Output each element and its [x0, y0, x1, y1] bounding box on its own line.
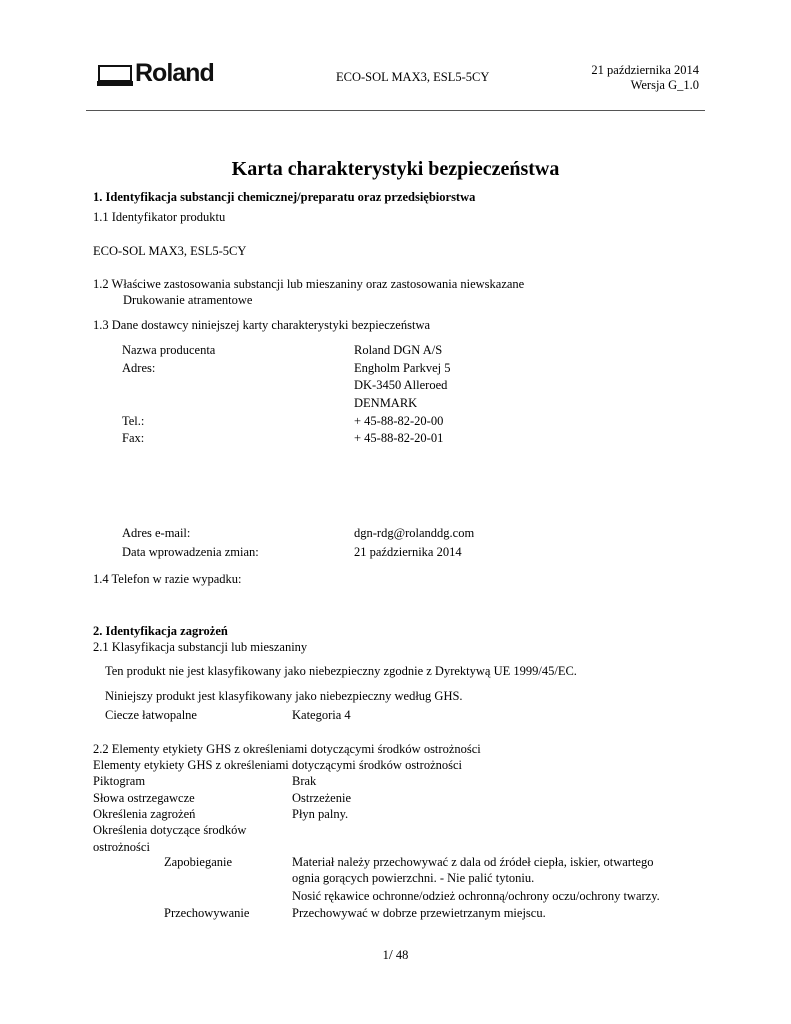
address-label: Adres: — [122, 361, 156, 375]
pictogram-value: Brak — [292, 774, 317, 788]
roland-logo — [98, 59, 230, 89]
pictogram-label: Piktogram — [93, 774, 146, 788]
section2-1-label: 2.1 Klasyfikacja substancji lub mieszaniny — [93, 640, 308, 654]
section1-3-label: 1.3 Dane dostawcy niniejszej karty charakterystyki bezpieczeństwa — [93, 318, 431, 332]
logo-text: Roland — [135, 59, 214, 87]
precaution-label-line2: ostrożności — [93, 840, 150, 854]
prevention-line2: ognia gorących powierzchni. - Nie palić tytoniu. — [292, 871, 535, 885]
address-line3: DENMARK — [354, 396, 418, 410]
signal-word-label: Słowa ostrzegawcze — [93, 791, 195, 805]
classification-eu: Ten produkt nie jest klasyfikowany jako niebezpieczny zgodnie z Dyrektywą UE 1999/45/EC. — [105, 664, 577, 678]
product-use: Drukowanie atramentowe — [123, 293, 253, 307]
storage-value: Przechowywać w dobrze przewietrzanym miejscu. — [292, 906, 546, 920]
prevention-line3: Nosić rękawice ochronne/odzież ochronną/ochrony oczu/ochrony twarzy. — [292, 889, 660, 903]
manufacturer-label: Nazwa producenta — [122, 343, 216, 357]
hazard-value: Płyn palny. — [292, 807, 349, 821]
tel-label: Tel.: — [122, 414, 145, 428]
prevention-label: Zapobieganie — [164, 855, 233, 869]
header-divider — [86, 110, 705, 111]
prevention-line1: Materiał należy przechowywać z dala od źródeł ciepła, iskier, otwartego — [292, 855, 654, 869]
page-number: 1/ 48 — [382, 948, 409, 963]
header-product: ECO-SOL MAX3, ESL5-5CY — [336, 70, 490, 84]
header-date: 21 października 2014 — [591, 63, 699, 77]
printer-icon — [98, 65, 132, 84]
tel-value: + 45-88-82-20-00 — [354, 414, 444, 428]
email-label: Adres e-mail: — [122, 526, 191, 540]
document-title: Karta charakterystyki bezpieczeństwa — [231, 158, 560, 180]
section2-heading: 2. Identyfikacja zagrożeń — [93, 624, 228, 638]
fax-value: + 45-88-82-20-01 — [354, 431, 444, 445]
class-label: Ciecze łatwopalne — [105, 708, 197, 722]
header-date-version — [591, 63, 699, 93]
precaution-label-line1: Określenia dotyczące środków — [93, 823, 247, 837]
email-value: dgn-rdg@rolanddg.com — [354, 526, 475, 540]
section2-2-sublabel: Elementy etykiety GHS z określeniami dotyczącymi środków ostrożności — [93, 758, 463, 772]
manufacturer-name: Roland DGN A/S — [354, 343, 443, 357]
section1-1-label: 1.1 Identyfikator produktu — [93, 210, 226, 224]
product-identifier: ECO-SOL MAX3, ESL5-5CY — [93, 244, 247, 258]
section1-heading: 1. Identyfikacja substancji chemicznej/preparatu oraz przedsiębiorstwa — [93, 190, 476, 204]
section1-2-label: 1.2 Właściwe zastosowania substancji lub mieszaniny oraz zastosowania niewskazane — [93, 277, 525, 291]
revision-date-label: Data wprowadzenia zmian: — [122, 545, 259, 559]
fax-label: Fax: — [122, 431, 145, 445]
section1-4-label: 1.4 Telefon w razie wypadku: — [93, 572, 242, 586]
hazard-label: Określenia zagrożeń — [93, 807, 196, 821]
classification-ghs: Niniejszy produkt jest klasyfikowany jako niebezpieczny według GHS. — [105, 689, 463, 703]
address-line2: DK-3450 Alleroed — [354, 378, 448, 392]
address-line1: Engholm Parkvej 5 — [354, 361, 451, 375]
section2-2-label: 2.2 Elementy etykiety GHS z określeniami dotyczącymi środków ostrożności — [93, 742, 481, 756]
total-pages: 48 — [395, 948, 409, 962]
current-page: 1 — [382, 948, 389, 962]
class-value: Kategoria 4 — [292, 708, 351, 722]
storage-label: Przechowywanie — [164, 906, 250, 920]
revision-date-value: 21 października 2014 — [354, 545, 462, 559]
header-version: Wersja G_1.0 — [630, 78, 699, 92]
signal-word-value: Ostrzeżenie — [292, 791, 351, 805]
